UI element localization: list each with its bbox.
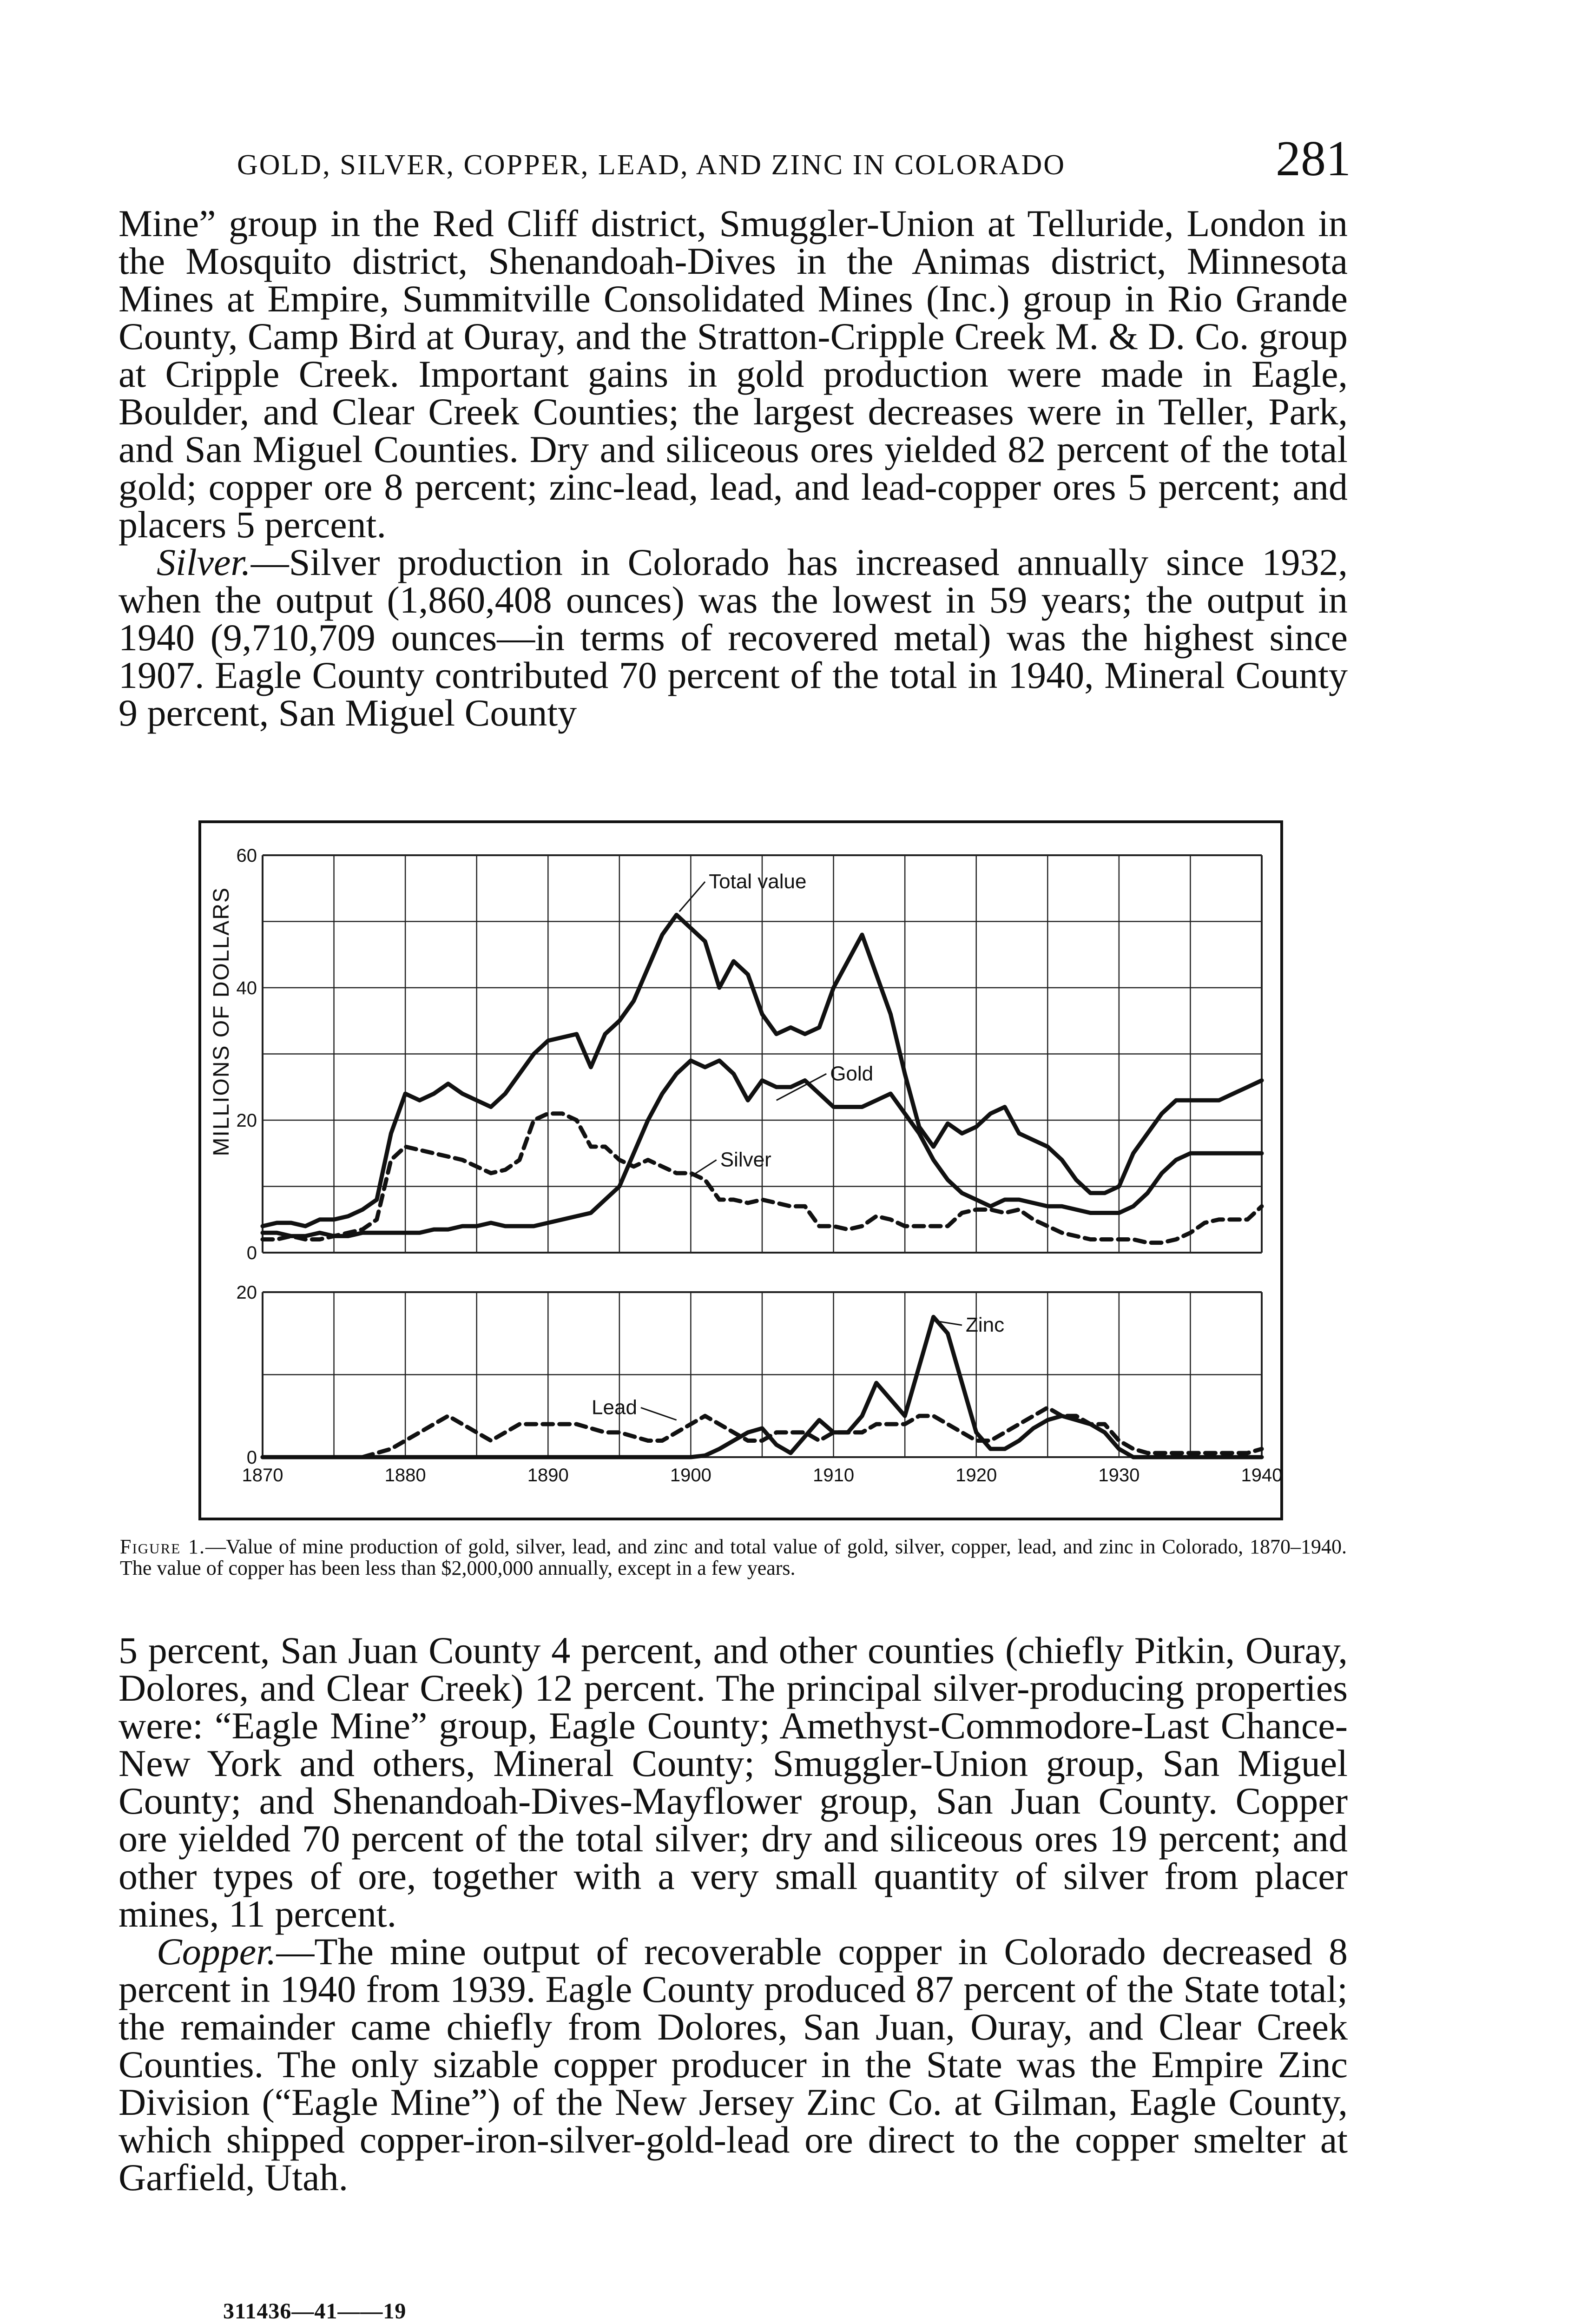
x-tick-label: 1900: [670, 1465, 711, 1486]
silver-label: Silver: [720, 1148, 771, 1171]
caption-label: Figure 1.: [120, 1535, 206, 1558]
page-number: 281: [1276, 131, 1351, 186]
upper-chart-grid: [263, 855, 1262, 1253]
page-header: [0, 130, 1351, 205]
y-tick-label-top: 60: [236, 845, 257, 866]
footer-code: 311436—41——19: [223, 2299, 407, 2324]
y-tick-label-top: 40: [236, 978, 257, 998]
copper-heading: Copper.: [157, 1930, 277, 1973]
running-head: GOLD, SILVER, COPPER, LEAD, AND ZINC IN COLORADO: [237, 149, 1066, 181]
gold-label: Gold: [830, 1062, 874, 1085]
caption-text: —Value of mine production of gold, silver, lead, and zinc and total value of gold, silver, copper, lead, and zinc in Colorado, 1870–1940. The value of copper has been less than $2,000,000 annually, except in a few years.: [120, 1535, 1347, 1579]
x-tick-label: 1870: [242, 1465, 283, 1486]
paragraph-silver-continued: 5 percent, San Juan County 4 percent, and other counties (chiefly Pitkin, Ouray, Dolores, and Clear Creek) 12 percent. The principal silver-producing properties were: “Eagle Mine” group, Eagle County; Amethyst-Commodore-Last Chance-New York and others, Mineral County; Smuggler-Union group, San Miguel County; and Shenandoah-Dives-Mayflower group, San Juan County. Copper ore yielded 70 percent of the total silver; dry and siliceous ores 19 percent; and other types of ore, together with a very small quantity of silver from placer mines, 11 percent.: [119, 1629, 1348, 1935]
zinc-label: Zinc: [966, 1314, 1005, 1336]
y-tick-label-bottom: 0: [246, 1447, 257, 1468]
y-tick-label-top: 0: [246, 1243, 257, 1263]
silver-heading: Silver.: [157, 541, 251, 583]
x-tick-label: 1880: [384, 1465, 426, 1486]
x-tick-label: 1940: [1241, 1465, 1283, 1486]
x-tick-label: 1890: [527, 1465, 569, 1486]
x-tick-label: 1910: [813, 1465, 855, 1486]
paragraph-silver: [119, 543, 1348, 732]
labels-layer: [237, 845, 1283, 1486]
body-text-bottom: [119, 1629, 1348, 2199]
production-chart: [195, 818, 1287, 1525]
y-axis-label: MILLIONS OF DOLLARS: [209, 887, 234, 1156]
x-tick-label: 1930: [1098, 1465, 1140, 1486]
body-text-top: [119, 202, 1348, 734]
silver-text: —Silver production in Colorado has increased annually since 1932, when the output (1,860,408 ounces) was the lowest in 59 years; the output in 1940 (9,710,709 ounces—in terms of recovered metal) was the highest since 1907. Eagle County contributed 70 percent of the total in 1940, Mineral County 9 percent, San Miguel County: [119, 541, 1348, 734]
total-value-label: Total value: [709, 870, 807, 893]
y-tick-label-bottom: 20: [236, 1282, 257, 1303]
paragraph-copper: [119, 1930, 1348, 2199]
paragraph-gold-continued: Mine” group in the Red Cliff district, Smuggler-Union at Telluride, London in the Mosquito district, Shenandoah-Dives in the Animas district, Minnesota Mines at Empire, Summitville Consolidated Mines (Inc.) group in Rio Grande County, Camp Bird at Ouray, and the Stratton-Cripple Creek M. & D. Co. group at Cripple Creek. Important gains in gold production were made in Eagle, Boulder, and Clear Creek Counties; the largest decreases were in Teller, Park, and San Miguel Counties. Dry and siliceous ores yielded 82 percent of the total gold; copper ore 8 percent; zinc-lead, lead, and lead-copper ores 5 percent; and placers 5 percent.: [119, 202, 1348, 546]
lead-label-leader: [641, 1408, 677, 1420]
total-value-label-leader: [679, 882, 705, 911]
x-tick-label: 1920: [955, 1465, 997, 1486]
copper-text: —The mine output of recoverable copper in Colorado decreased 8 percent in 1940 from 1939. Eagle County produced 87 percent of the State total; the remainder came chiefly from Dolores, San Juan, Ouray, and Clear Creek Counties. The only sizable copper producer in the State was the Empire Zinc Division (“Eagle Mine”) of the New Jersey Zinc Co. at Gilman, Eagle County, which shipped copper-iron-silver-gold-lead ore direct to the copper smelter at Garfield, Utah.: [119, 1930, 1348, 2199]
figure-1: [195, 818, 1287, 1525]
y-tick-label-top: 20: [236, 1110, 257, 1131]
figure-caption: [120, 1536, 1347, 1579]
zinc-label-leader: [930, 1320, 962, 1325]
silver-label-leader: [691, 1160, 716, 1177]
lead-label: Lead: [592, 1396, 637, 1419]
